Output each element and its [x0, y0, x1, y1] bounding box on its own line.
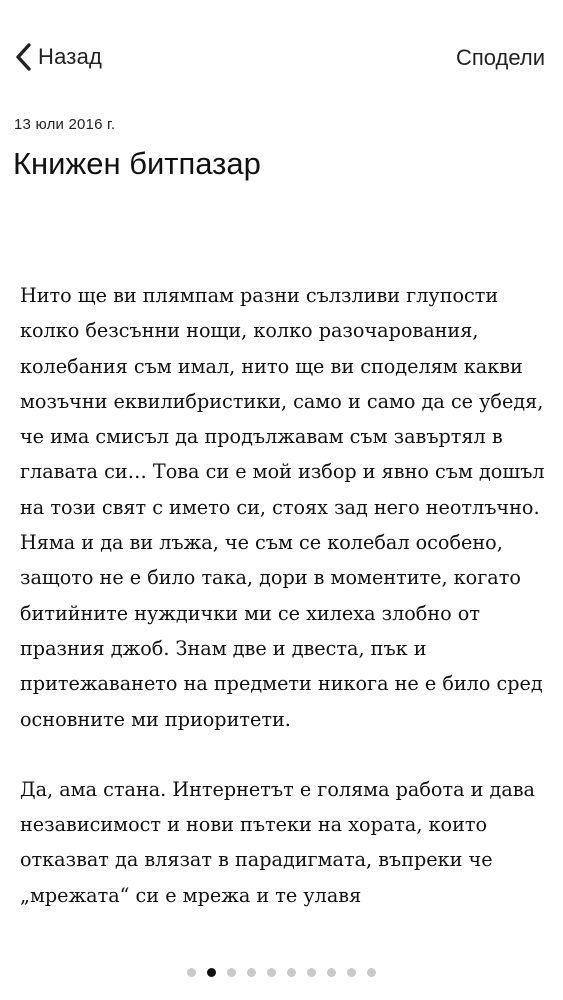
- article-body[interactable]: [20, 278, 548, 954]
- page-dot[interactable]: [267, 968, 276, 977]
- page-dot[interactable]: [227, 968, 236, 977]
- article-paragraph: Нито ще ви плямпам разни сълзливи глупости колко безсънни нощи, колко разочарования, колебания съм имал, нито ще ви споделям какви мозъчни еквилибристики, само и само да се убедя, че има смисъл да продължавам съм завъртял в главата си… Това си е мой избор и явно съм дошъл на този свят с името си, стоях зад него неотлъчно. Няма и да ви лъжа, че съм се колебал особено, защото не е било така, дори в моментите, когато битийните нуждички ми се хилеха злобно от празния джоб. Знам две и двеста, пък и притежаването на предмети никога не е било сред основните ми приоритети.: [20, 284, 545, 731]
- article-date: 13 юли 2016 г.: [14, 116, 116, 133]
- article-paragraph: Да, ама стана. Интернетът е голяма работа и дава независимост и нови пътеки на хората, които отказват да влязат в парадигмата, въпреки че „мрежата“ си е мрежа и те улавя: [20, 777, 535, 907]
- back-button[interactable]: [14, 42, 102, 72]
- page-dot-active[interactable]: [207, 968, 216, 977]
- page-dot[interactable]: [247, 968, 256, 977]
- page-dot[interactable]: [327, 968, 336, 977]
- chevron-left-icon: [14, 42, 32, 72]
- navigation-bar: [0, 36, 563, 80]
- share-button[interactable]: Сподели: [455, 45, 545, 70]
- back-label: Назад: [38, 44, 103, 69]
- page-indicator[interactable]: [0, 968, 563, 977]
- page-dot[interactable]: [307, 968, 316, 977]
- page-dot[interactable]: [287, 968, 296, 977]
- article-title: Книжен битпазар: [13, 146, 261, 181]
- page-dot[interactable]: [367, 968, 376, 977]
- page-dot[interactable]: [187, 968, 196, 977]
- page-dot[interactable]: [347, 968, 356, 977]
